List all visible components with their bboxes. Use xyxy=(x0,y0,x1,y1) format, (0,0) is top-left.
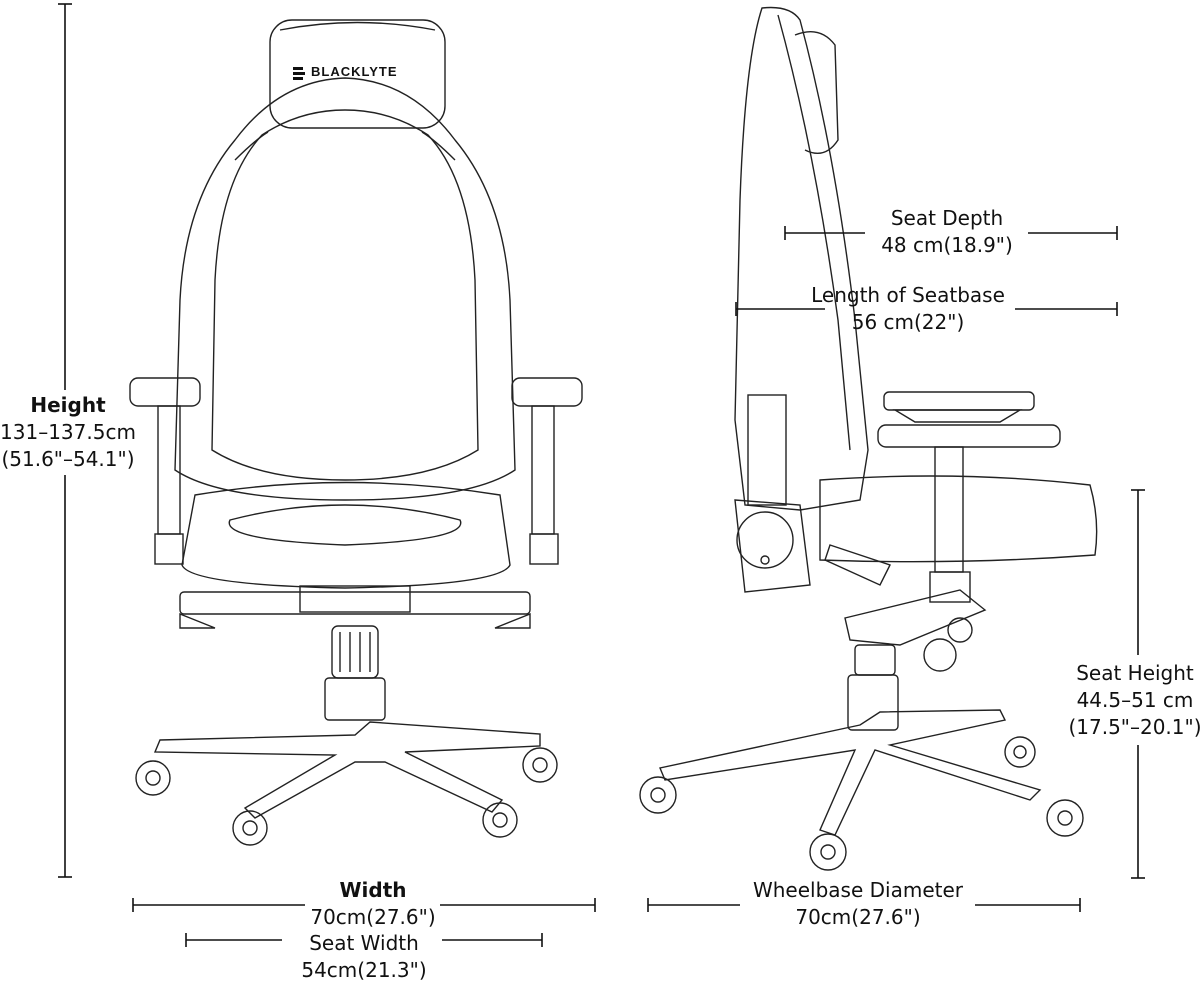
side-view-chair xyxy=(640,8,1097,871)
dimension-lines xyxy=(58,4,1145,947)
seat-height-label: Seat Height xyxy=(1076,661,1194,685)
seat-depth-value: 48 cm(18.9") xyxy=(881,233,1013,257)
seat-height-dimension xyxy=(1068,660,1202,741)
seat-width-dimension xyxy=(280,930,448,984)
width-dimension xyxy=(292,877,454,931)
height-value: 131–137.5cm xyxy=(0,420,136,444)
seat-depth-dimension xyxy=(862,205,1032,259)
seat-height-imperial: (17.5"–20.1") xyxy=(1068,715,1202,739)
height-imperial: (51.6"–54.1") xyxy=(1,447,135,471)
height-dimension xyxy=(0,392,136,473)
seat-width-label: Seat Width xyxy=(309,931,419,955)
brand-logo-mark xyxy=(293,67,305,80)
height-label: Height xyxy=(30,393,106,417)
wheelbase-label: Wheelbase Diameter xyxy=(752,878,964,902)
width-label: Width xyxy=(339,878,407,902)
wheelbase-value: 70cm(27.6") xyxy=(795,905,921,929)
wheelbase-dimension xyxy=(740,877,976,931)
seat-width-value: 54cm(21.3") xyxy=(301,958,427,982)
front-view-chair xyxy=(130,20,582,845)
seat-height-value: 44.5–51 cm xyxy=(1076,688,1194,712)
brand-logo-text: BLACKLYTE xyxy=(311,64,398,79)
seatbase-length-value: 56 cm(22") xyxy=(851,310,965,334)
seat-depth-label: Seat Depth xyxy=(890,206,1004,230)
width-value: 70cm(27.6") xyxy=(310,905,436,929)
seatbase-length-label: Length of Seatbase xyxy=(811,283,1005,307)
seatbase-length-dimension xyxy=(800,282,1016,336)
